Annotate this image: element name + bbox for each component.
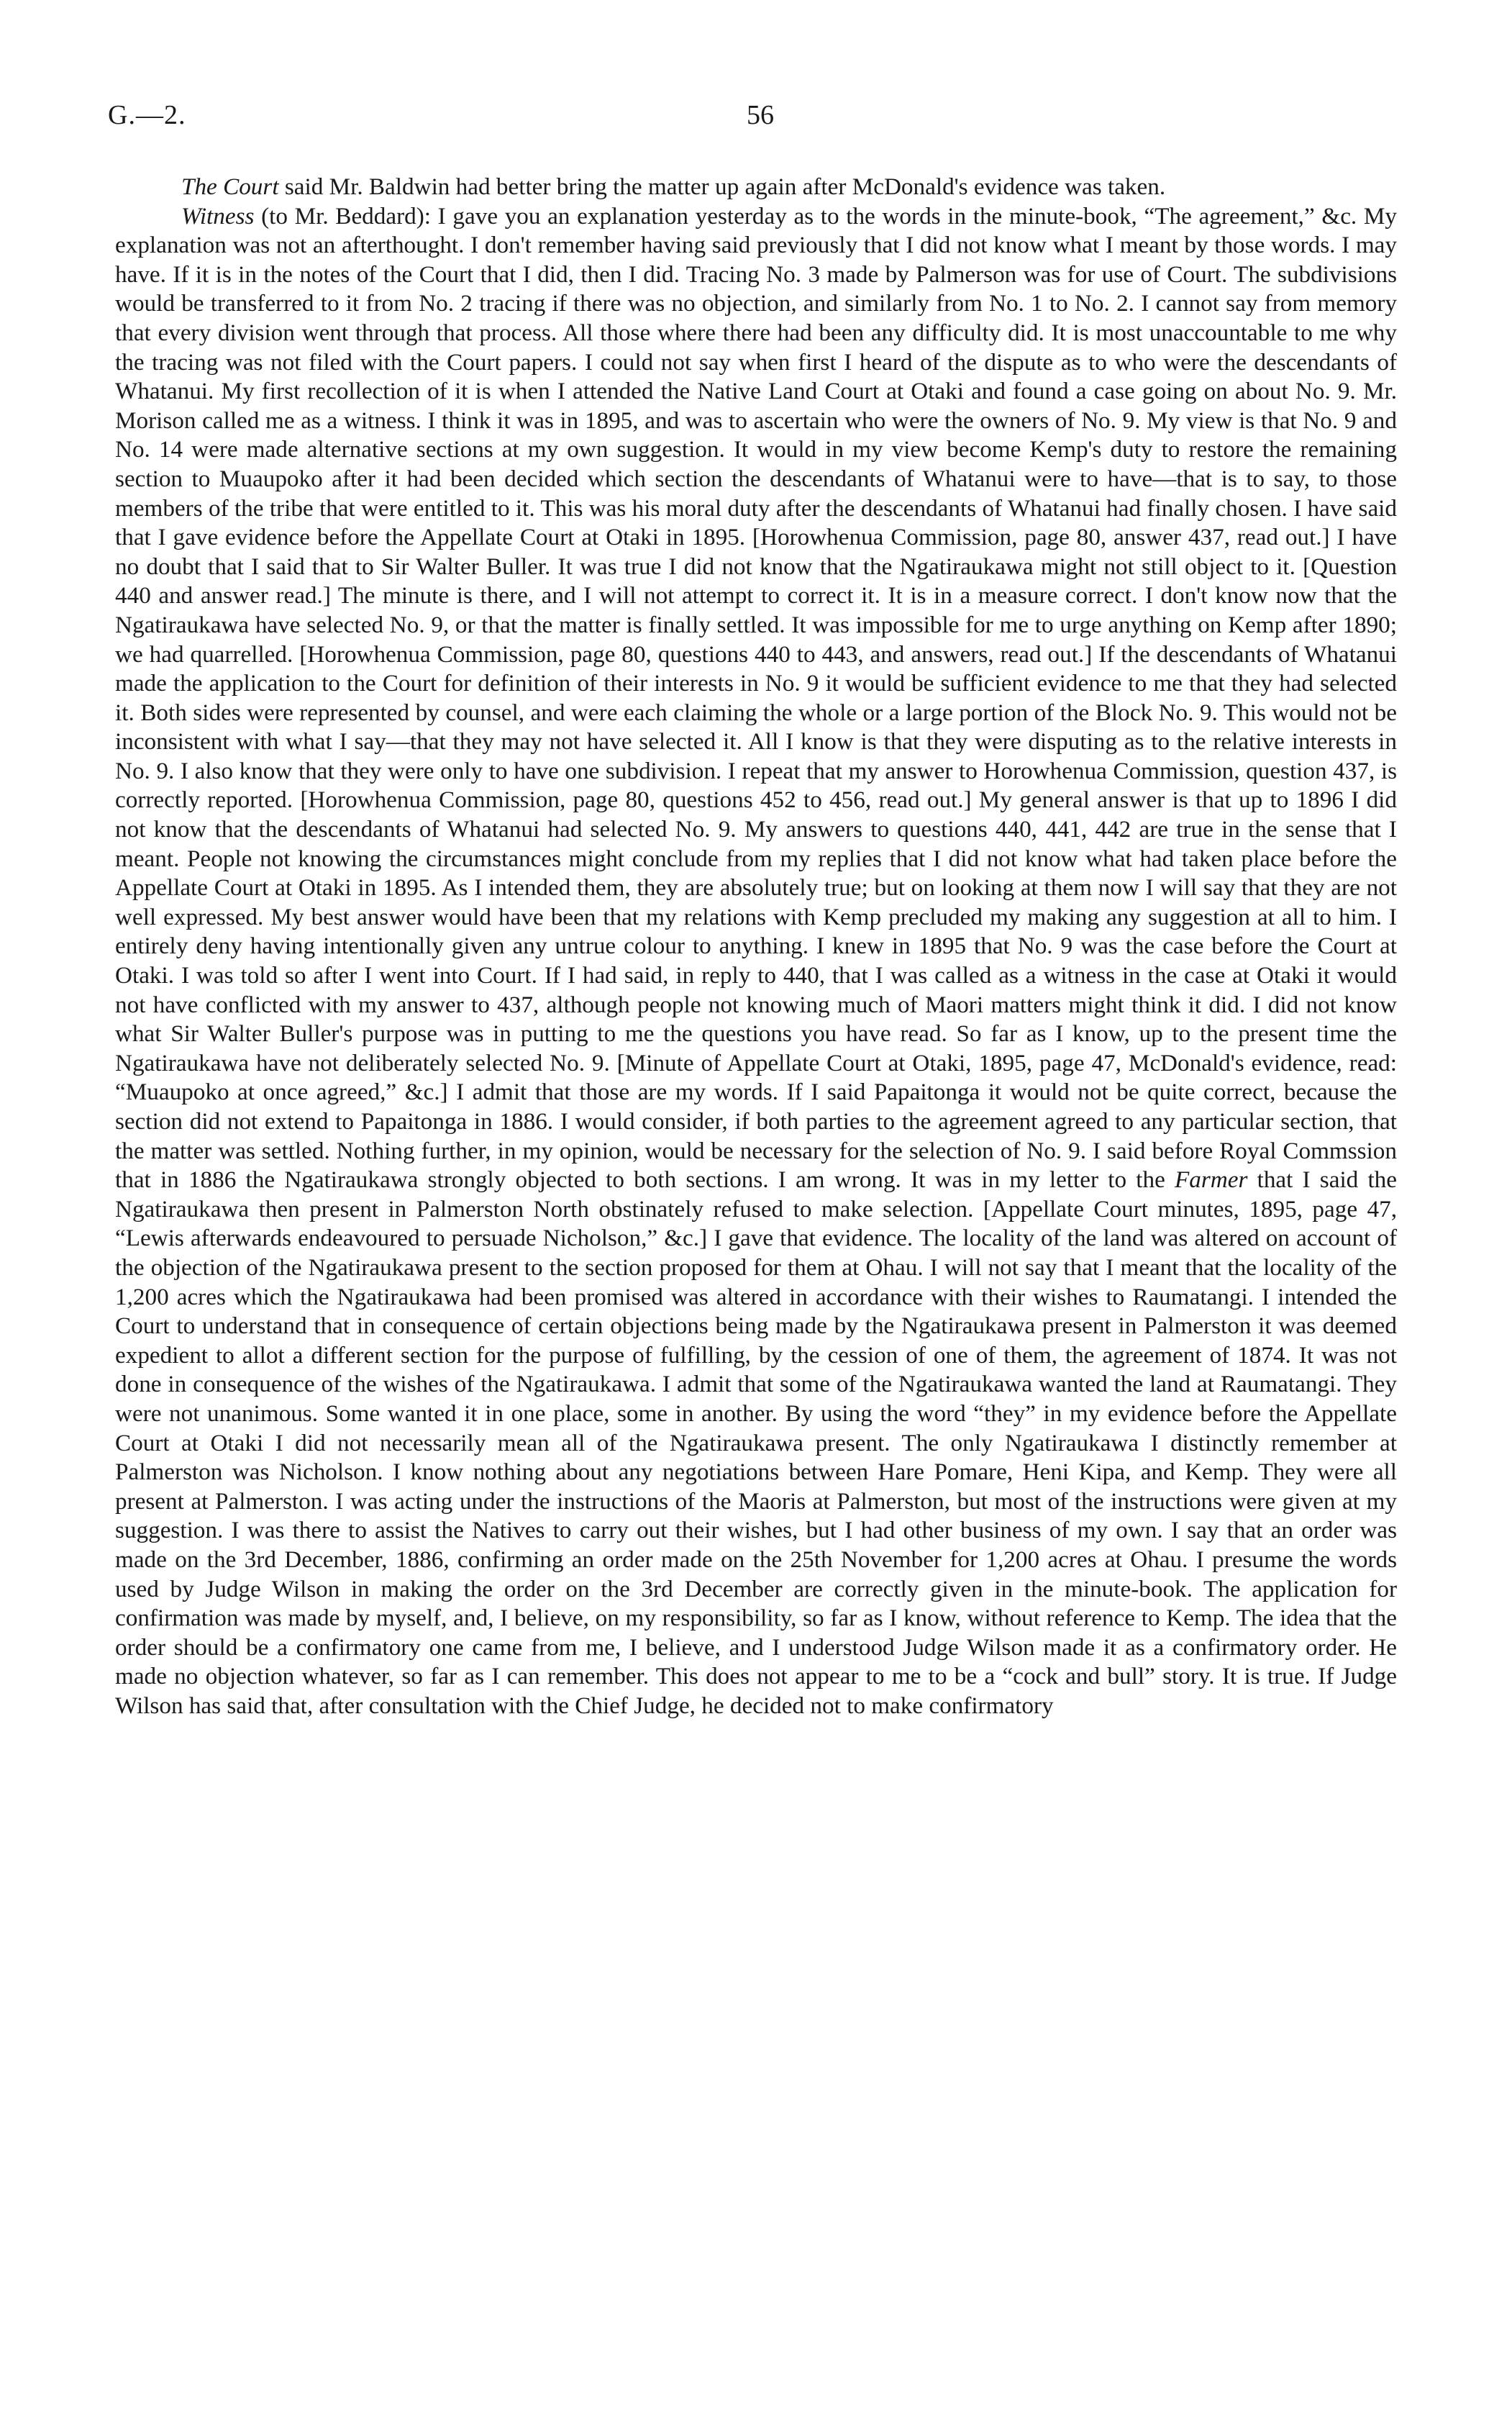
paragraph [115, 202, 1397, 1721]
paragraph-text-continued: that I said the Ngatiraukawa then present in Palmerston North obstinately refused to make selection. [Appellate Court minutes, 1895, page 47, “Lewis afterwards endeavoured to persuade Nicholson,” &c.] I gave that evidence. The locality of the land was altered on account of the objection of the Ngatiraukawa present to the section proposed for them at Ohau. I will not say that I meant that the locality of the 1,200 acres which the Ngatiraukawa had been promised was altered in accordance with their wishes to Raumatangi. I intended the Court to understand that in consequence of certain objections being made by the Ngatiraukawa present in Palmerston it was deemed expedient to allot a different section for the purpose of fulfilling, by the cession of one of them, the agreement of 1874. It was not done in consequence of the wishes of the Ngatiraukawa. I admit that some of the Ngatiraukawa wanted the land at Raumatangi. They were not unanimous. Some wanted it in one place, some in another. By using the word “they” in my evidence before the Appellate Court at Otaki I did not necessarily mean all of the Ngatiraukawa present. The only Ngatiraukawa I distinctly remember at Palmerston was Nicholson. I know nothing about any negotiations between Hare Pomare, Heni Kipa, and Kemp. They were all present at Palmerston. I was acting under the instructions of the Maoris at Palmerston, but most of the instructions were given at my suggestion. I was there to assist the Natives to carry out their wishes, but I had other business of my own. I say that an order was made on the 3rd December, 1886, confirming an order made on the 25th November for 1,200 acres at Ohau. I presume the words used by Judge Wilson in making the order on the 3rd December are correctly given in the minute-book. The application for confirmation was made by myself, and, I believe, on my responsibility, so far as I know, without reference to Kemp. The idea that the order should be a confirmatory one came from me, I believe, and I understood Judge Wilson made it as a confirmatory order. He made no objection whatever, so far as I can remember. This does not appear to me to be a “cock and bull” story. It is true. If Judge Wilson has said that, after consultation with the Chief Judge, he decided not to make confirmatory [115, 1166, 1397, 1719]
speaker-name: Witness [181, 202, 255, 230]
speaker-name: The Court [181, 173, 279, 200]
paragraph-text: said Mr. Baldwin had better bring the matter up again after McDonald's evidence was taken. [278, 173, 1166, 200]
document-body [115, 173, 1397, 1720]
page-header [108, 99, 1403, 142]
page-number: 56 [747, 100, 774, 130]
paragraph [115, 173, 1397, 202]
paragraph-text: (to Mr. Beddard): I gave you an explanation yesterday as to the words in the minute-book, “The agreement,” &c. My explanation was not an afterthought. I don't remember having said previously that I did not know what I meant by those words. I may have. If it is in the notes of the Court that I did, then I did. Tracing No. 3 made by Palmerson was for use of Court. The subdivisions would be transferred to it from No. 2 tracing if there was no objection, and similarly from No. 1 to No. 2. I cannot say from memory that every division went through that process. All those where there had been any difficulty did. It is most unaccountable to me why the tracing was not filed with the Court papers. I could not say when first I heard of the dispute as to who were the descendants of Whatanui. My first recollection of it is when I attended the Native Land Court at Otaki and found a case going on about No. 9. Mr. Morison called me as a witness. I think it was in 1895, and was to ascertain who were the owners of No. 9. My view is that No. 9 and No. 14 were made alternative sections at my own suggestion. It would in my view become Kemp's duty to restore the remaining section to Muaupoko after it had been decided which section the descendants of Whatanui were to have—that is to say, to those members of the tribe that were entitled to it. This was his moral duty after the descendants of Whatanui had finally chosen. I have said that I gave evidence before the Appellate Court at Otaki in 1895. [Horowhenua Commission, page 80, answer 437, read out.] I have no doubt that I said that to Sir Walter Buller. It was true I did not know that the Ngatiraukawa might not still object to it. [Question 440 and answer read.] The minute is there, and I will not attempt to correct it. It is in a measure correct. I don't know now that the Ngatiraukawa have selected No. 9, or that the matter is finally settled. It was impossible for me to urge anything on Kemp after 1890; we had quarrelled. [Horowhenua Commission, page 80, questions 440 to 443, and answers, read out.] If the descendants of Whatanui made the application to the Court for definition of their interests in No. 9 it would be sufficient evidence to me that they had selected it. Both sides were represented by counsel, and were each claiming the whole or a large portion of the Block No. 9. This would not be inconsistent with what I say—that they may not have selected it. All I know is that they were disputing as to the relative interests in No. 9. I also know that they were only to have one subdivision. I repeat that my answer to Horowhenua Commission, question 437, is correctly reported. [Horowhenua Commission, page 80, questions 452 to 456, read out.] My general answer is that up to 1896 I did not know that the descendants of Whatanui had selected No. 9. My answers to questions 440, 441, 442 are true in the sense that I meant. People not knowing the circumstances might conclude from my replies that I did not know what had taken place before the Appellate Court at Otaki in 1895. As I intended them, they are absolutely true; but on looking at them now I will say that they are not well expressed. My best answer would have been that my relations with Kemp precluded my making any suggestion at all to him. I entirely deny having intentionally given any untrue colour to anything. I knew in 1895 that No. 9 was the case before the Court at Otaki. I was told so after I went into Court. If I had said, in reply to 440, that I was called as a witness in the case at Otaki it would not have conflicted with my answer to 437, although people not knowing much of Maori matters might think it did. I did not know what Sir Walter Buller's purpose was in putting to me the questions you have read. So far as I know, up to the present time the Ngatiraukawa have not deliberately selected No. 9. [Minute of Appellate Court at Otaki, 1895, page 47, McDonald's evidence, read: “Muaupoko at once agreed,” &c.] I admit that those are my words. If I said Papaitonga it would not be quite correct, because the section did not extend to Papaitonga in 1886. I would consider, if both parties to the agreement agreed to any particular section, that the matter was settled. Nothing further, in my opinion, would be necessary for the selection of No. 9. I said before Royal Commssion that in 1886 the Ngatiraukawa strongly objected to both sections. I am wrong. It was in my letter to the [115, 202, 1397, 1194]
italic-title: Farmer [1175, 1166, 1248, 1194]
document-reference: G.—2. [108, 100, 186, 130]
